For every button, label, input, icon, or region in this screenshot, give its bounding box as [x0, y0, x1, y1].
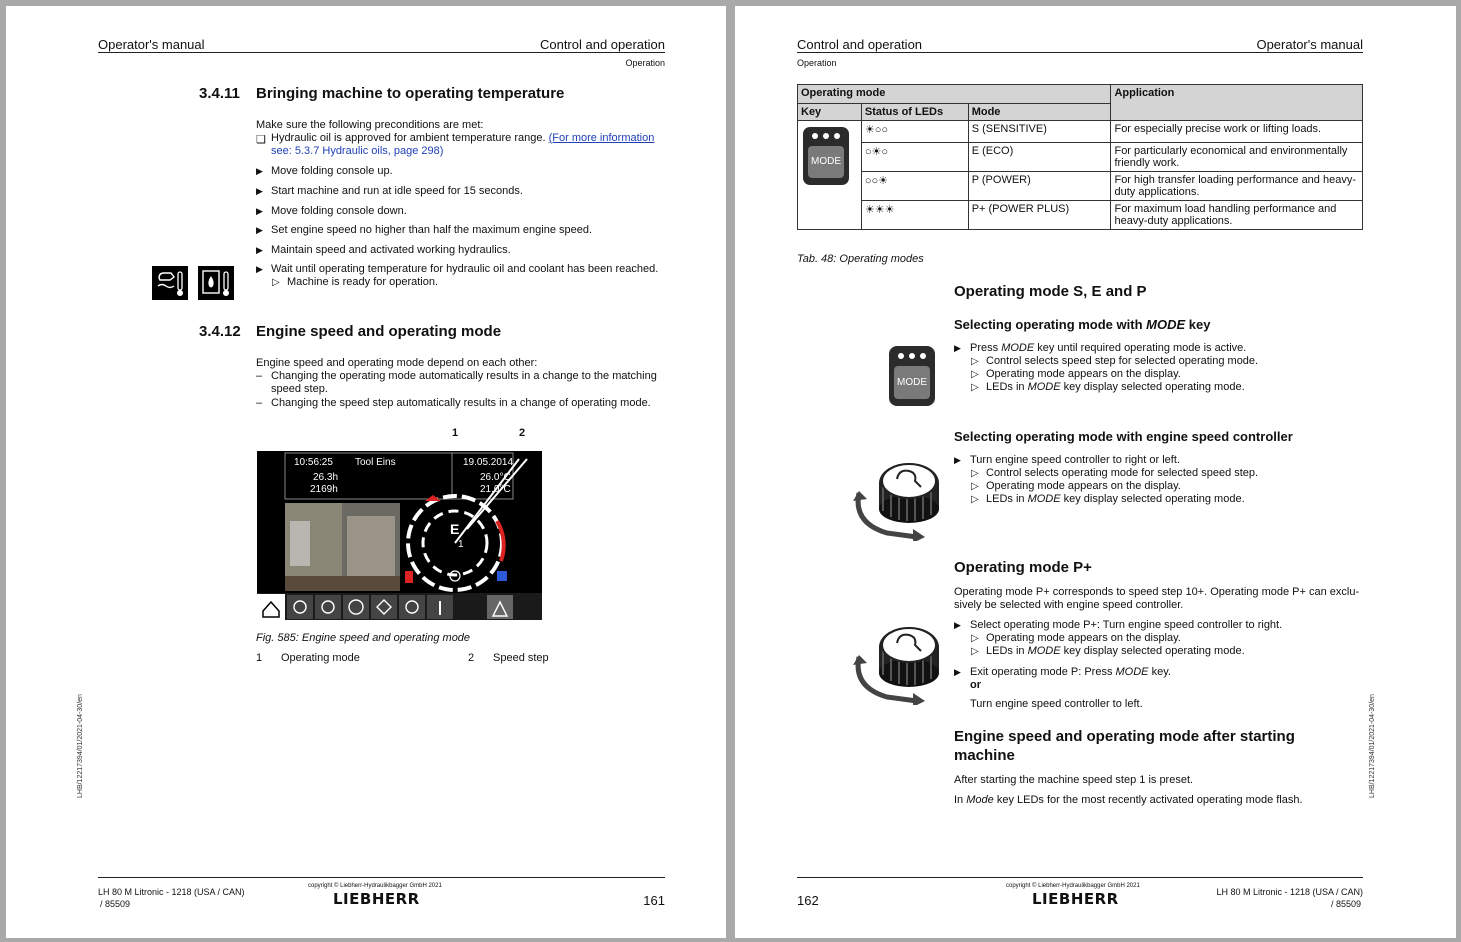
legend-text-1: Operating mode — [281, 652, 360, 664]
display-hours-2: 2169h — [310, 484, 338, 495]
step-bullet: ▶ — [954, 343, 961, 353]
key-leds — [812, 133, 840, 139]
result-bullet: ▷ — [971, 382, 979, 393]
copyright: copyright © Liebherr-Hydraulikbagger GmbH 2021 — [1006, 883, 1140, 889]
led — [834, 133, 840, 139]
step-5: Maintain speed and activated working hydraulics. — [271, 244, 511, 256]
th-status: Status of LEDs — [861, 104, 968, 121]
table-row — [798, 172, 1363, 201]
section-number: 3.4.12 — [199, 323, 241, 340]
figure-caption: Fig. 585: Engine speed and operating mode — [256, 632, 471, 644]
step-bullet: ▶ — [256, 225, 263, 235]
result-bullet: ▷ — [971, 494, 979, 505]
header-rule — [797, 52, 1363, 53]
step-turn-controller: Turn engine speed controller to right or left. — [970, 454, 1180, 466]
led-status: ○○☀ — [861, 172, 968, 201]
table-row — [798, 143, 1363, 172]
section-title: Bringing machine to operating temperature — [256, 85, 565, 102]
header-sub: Operation — [797, 58, 837, 68]
result-text: LEDs in MODE key display selected operating mode. — [986, 493, 1245, 505]
footer-model: LH 80 M Litronic - 1218 (USA / CAN) — [98, 887, 245, 897]
led — [909, 353, 915, 359]
preconditions-intro: Make sure the following preconditions are met: — [256, 119, 484, 131]
mode-name: P (POWER) — [968, 172, 1111, 201]
led — [823, 133, 829, 139]
application-text: For particularly economical and environmentally friendly work. — [1111, 143, 1363, 172]
step-bullet: ▶ — [256, 186, 263, 196]
document-code: LHB/12217394/01/2021-04-30/en — [1369, 694, 1376, 798]
dash-item-1-cont: speed step. — [271, 383, 328, 395]
gauge-speed-step: 1 — [458, 539, 464, 550]
result-text: LEDs in MODE key display selected operating mode. — [986, 645, 1245, 657]
or-label: or — [970, 679, 981, 691]
key-cell — [798, 121, 862, 230]
engine-speed-controller-icon — [847, 453, 943, 541]
result-bullet: ▷ — [971, 646, 979, 657]
after-start-text: After starting the machine speed step 1 is preset. — [954, 774, 1194, 786]
section-title: Engine speed and operating mode — [256, 323, 502, 340]
mode-key-icon — [803, 127, 849, 185]
led-status: ○☀○ — [861, 143, 968, 172]
th-mode: Mode — [968, 104, 1111, 121]
result-bullet: ▷ — [971, 356, 979, 367]
liebherr-logo: LIEBHERR — [333, 890, 420, 908]
footer-doc-number: / 85509 — [100, 899, 131, 909]
step-turn-left: Turn engine speed controller to left. — [970, 698, 1143, 710]
display-time: 10:56:25 — [294, 457, 333, 468]
mode-key-icon — [889, 346, 935, 406]
step-bullet: ▶ — [954, 620, 961, 630]
result-bullet: ▷ — [971, 481, 979, 492]
display-hours-1: 26.3h — [313, 472, 339, 483]
dash-item-1: Changing the operating mode automatically results in a change to the matching — [271, 370, 657, 382]
display-temp-1: 26.0°C — [480, 472, 511, 483]
header-rule — [98, 52, 665, 53]
table-row — [798, 201, 1363, 230]
mode-name: E (ECO) — [968, 143, 1111, 172]
section-title: Operating mode S, E and P — [954, 283, 1147, 300]
mode-name: S (SENSITIVE) — [968, 121, 1111, 143]
display-screen — [257, 451, 542, 620]
precondition-text: Hydraulic oil is approved for ambient temperature range. (For more information — [271, 132, 655, 144]
page-number: 162 — [797, 893, 819, 908]
result-text: Control selects speed step for selected operating mode. — [986, 355, 1259, 367]
application-text: For maximum load handling performance and heavy-duty applications. — [1111, 201, 1363, 230]
coolant-temperature-icon — [198, 266, 234, 300]
precondition-link-cont[interactable]: see: 5.3.7 Hydraulic oils, page 298) — [271, 145, 444, 157]
gauge-mode-letter: E — [450, 521, 460, 537]
pplus-intro-cont: sively be selected with engine speed controller. — [954, 599, 1184, 611]
step-bullet: ▶ — [256, 166, 263, 176]
liebherr-logo: LIEBHERR — [1032, 890, 1119, 908]
copyright: copyright © Liebherr-Hydraulikbagger GmbH 2021 — [308, 883, 442, 889]
result-bullet: ▷ — [272, 277, 280, 288]
header-left: Operator's manual — [98, 37, 205, 52]
step-bullet: ▶ — [256, 245, 263, 255]
step-1: Move folding console up. — [271, 165, 393, 177]
step-2: Start machine and run at idle speed for 15 seconds. — [271, 185, 523, 197]
key-label: MODE — [808, 146, 844, 178]
led-status: ☀☀☀ — [861, 201, 968, 230]
led-status: ☀○○ — [861, 121, 968, 143]
dash-item-2: Changing the speed step automatically results in a change of operating mode. — [271, 397, 651, 409]
document-code: LHB/12217394/01/2021-04-30/en — [77, 694, 84, 798]
step-bullet: ▶ — [954, 455, 961, 465]
footer-rule — [98, 877, 665, 878]
dash-bullet: – — [256, 370, 263, 382]
display-tool: Tool Eins — [355, 457, 396, 468]
callout-1: 1 — [452, 427, 459, 439]
header-right: Operator's manual — [1256, 37, 1363, 52]
step-3: Move folding console down. — [271, 205, 407, 217]
section-title: Engine speed and operating mode after starting — [954, 728, 1295, 745]
result-text: Operating mode appears on the display. — [986, 480, 1181, 492]
pplus-intro: Operating mode P+ corresponds to speed step 10+. Operating mode P+ can exclu- — [954, 586, 1360, 598]
step-4: Set engine speed no higher than half the maximum engine speed. — [271, 224, 593, 236]
application-text: For especially precise work or lifting loads. — [1111, 121, 1363, 143]
oil-temperature-icon — [152, 266, 188, 300]
subsection-title: Selecting operating mode with MODE key — [954, 317, 1211, 332]
precondition-link[interactable]: (For more information — [548, 132, 655, 144]
table-row — [798, 121, 1363, 143]
th-operating-mode: Operating mode — [798, 85, 1111, 104]
result-text: Operating mode appears on the display. — [986, 632, 1181, 644]
step-exit-pplus: Exit operating mode P: Press MODE key. — [970, 666, 1171, 678]
footer-rule — [797, 877, 1363, 878]
section-title: Operating mode P+ — [954, 559, 1092, 576]
legend-num-2: 2 — [468, 652, 475, 664]
legend-text-2: Speed step — [493, 652, 549, 664]
after-start-text-2: In Mode key LEDs for the most recently activated operating mode flash. — [954, 794, 1303, 806]
th-application: Application — [1111, 85, 1363, 121]
left-page — [6, 6, 726, 938]
callout-2: 2 — [519, 427, 526, 439]
display-temp-2: 21.0°C — [480, 484, 511, 495]
header-right: Control and operation — [539, 37, 665, 52]
key-leds — [898, 353, 926, 359]
result-text: Operating mode appears on the display. — [986, 368, 1181, 380]
key-label: MODE — [894, 366, 930, 399]
result-text: Machine is ready for operation. — [287, 276, 439, 288]
header-sub: Operation — [625, 58, 665, 68]
section-title-cont: machine — [954, 747, 1015, 764]
section-intro: Engine speed and operating mode depend on each other: — [256, 357, 538, 369]
step-press-mode: Press MODE key until required operating mode is active. — [970, 342, 1247, 354]
header-left: Control and operation — [797, 37, 923, 52]
step-bullet: ▶ — [256, 264, 263, 274]
step-select-pplus: Select operating mode P+: Turn engine speed controller to right. — [970, 619, 1283, 631]
page-number: 161 — [643, 893, 665, 908]
result-text: LEDs in MODE key display selected operating mode. — [986, 381, 1245, 393]
dash-bullet: – — [256, 397, 263, 409]
result-bullet: ▷ — [971, 369, 979, 380]
led — [812, 133, 818, 139]
mode-name: P+ (POWER PLUS) — [968, 201, 1111, 230]
subsection-title: Selecting operating mode with engine speed controller — [954, 429, 1293, 444]
table-caption: Tab. 48: Operating modes — [797, 253, 924, 265]
led — [920, 353, 926, 359]
result-text: Control selects operating mode for selected speed step. — [986, 467, 1259, 479]
result-bullet: ▷ — [971, 468, 979, 479]
display-date: 19.05.2014 — [463, 457, 514, 468]
section-number: 3.4.11 — [199, 85, 240, 102]
right-page — [735, 6, 1456, 938]
led — [898, 353, 904, 359]
footer-model: LH 80 M Litronic - 1218 (USA / CAN) — [1216, 887, 1363, 897]
step-6: Wait until operating temperature for hydraulic oil and coolant has been reached. — [271, 263, 659, 275]
application-text: For high transfer loading performance and heavy- duty applications. — [1111, 172, 1363, 201]
checkbox-bullet: ❑ — [256, 134, 266, 146]
result-bullet: ▷ — [971, 633, 979, 644]
operating-modes-table — [797, 84, 1363, 230]
footer-doc-number: / 85509 — [1330, 899, 1361, 909]
th-key: Key — [798, 104, 862, 121]
step-bullet: ▶ — [954, 667, 961, 677]
step-bullet: ▶ — [256, 206, 263, 216]
engine-speed-controller-icon — [847, 617, 943, 705]
legend-num-1: 1 — [256, 652, 263, 664]
